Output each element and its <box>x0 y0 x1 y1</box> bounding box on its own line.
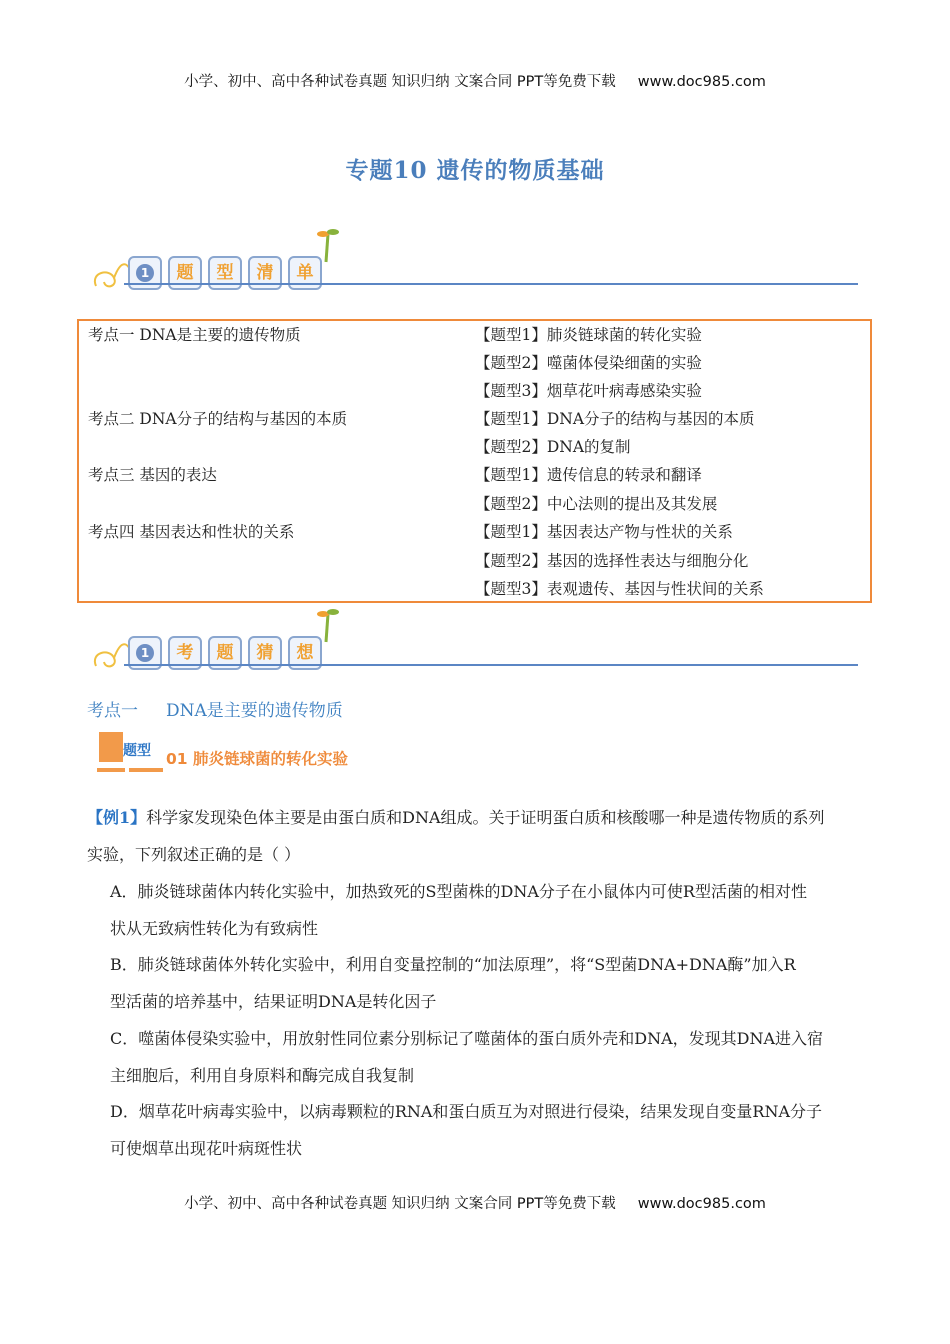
option-c-line2: 主细胞后，利用自身原料和酶完成自我复制 <box>110 1066 415 1085</box>
example-stem-line1: 【例1】科学家发现染色体主要是由蛋白质和DNA组成。关于证明蛋白质和核酸哪一种是遗传物质的系列 <box>87 808 825 827</box>
section-heading <box>87 696 343 721</box>
page-header <box>0 70 950 91</box>
question-type-icon <box>97 732 165 774</box>
option-d-line1: D．烟草花叶病毒实验中，以病毒颗粒的RNA和蛋白质互为对照进行侵染，结果发现自变量RNA分子 <box>110 1102 823 1121</box>
footer-text: 小学、初中、高中各种试卷真题 知识归纳 文案合同 PPT等免费下载 <box>184 1196 616 1212</box>
toc-point: 考点三 基因的表达 <box>88 466 217 484</box>
question-type-number: 01 <box>166 750 188 768</box>
toc-point: 考点一 DNA是主要的遗传物质 <box>88 326 301 344</box>
toc-type: 【题型2】基因的选择性表达与细胞分化 <box>475 552 749 570</box>
option-d-line2: 可使烟草出现花叶病斑性状 <box>110 1139 303 1158</box>
toc-type: 【题型1】基因表达产物与性状的关系 <box>475 523 733 541</box>
banner-char-badge: 型 <box>208 256 242 290</box>
option-c-line1: C．噬菌体侵染实验中，用放射性同位素分别标记了噬菌体的蛋白质外壳和DNA，发现其DNA进入宿 <box>110 1029 824 1048</box>
section-banner-predictions <box>88 602 858 682</box>
page-title: 专题10 遗传的物质基础 <box>345 157 605 184</box>
banner-number-badge: 1 <box>128 256 162 290</box>
example-tag: 【例1】 <box>87 808 147 827</box>
option-a-line2: 状从无致病性转化为有致病性 <box>110 919 319 938</box>
banner-char-badge: 考 <box>168 636 202 670</box>
section-label: 考点一 <box>87 701 138 721</box>
toc-type: 【题型2】DNA的复制 <box>475 438 631 456</box>
option-b-line1: B．肺炎链球菌体外转化实验中，利用自变量控制的“加法原理”，将“S型菌DNA+DNA酶”加入R <box>110 955 796 974</box>
banner-char-badge: 题 <box>208 636 242 670</box>
header-url[interactable]: www.doc985.com <box>637 74 766 90</box>
banner-char-badge: 清 <box>248 256 282 290</box>
toc-type: 【题型2】中心法则的提出及其发展 <box>475 495 718 513</box>
toc-type: 【题型1】肺炎链球菌的转化实验 <box>475 326 702 344</box>
banner-number-badge: 1 <box>128 636 162 670</box>
page-footer <box>0 1192 950 1213</box>
option-a-line1: A．肺炎链球菌体内转化实验中，加热致死的S型菌株的DNA分子在小鼠体内可使R型活菌的相对性 <box>110 882 807 901</box>
topic-overview-box <box>77 319 872 603</box>
toc-point: 考点二 DNA分子的结构与基因的本质 <box>88 410 348 428</box>
example-stem-line2: 实验，下列叙述正确的是（ ） <box>87 845 301 864</box>
toc-type: 【题型3】表观遗传、基因与性状间的关系 <box>475 580 764 598</box>
banner-divider <box>124 283 858 285</box>
sprout-icon <box>314 604 342 644</box>
banner-char-badge: 想 <box>288 636 322 670</box>
question-type-icon-text: 题型 <box>123 743 151 759</box>
option-b-line2: 型活菌的培养基中，结果证明DNA是转化因子 <box>110 992 437 1011</box>
toc-type: 【题型2】噬菌体侵染细菌的实验 <box>475 354 702 372</box>
question-type-title <box>166 747 348 769</box>
toc-type: 【题型3】烟草花叶病毒感染实验 <box>475 382 702 400</box>
banner-char-badge: 单 <box>288 256 322 290</box>
banner-divider <box>124 664 858 666</box>
banner-char-badge: 题 <box>168 256 202 290</box>
banner-char-badge: 猜 <box>248 636 282 670</box>
footer-url[interactable]: www.doc985.com <box>637 1196 766 1212</box>
question-type-name: 肺炎链球菌的转化实验 <box>192 750 348 768</box>
toc-type: 【题型1】DNA分子的结构与基因的本质 <box>475 410 755 428</box>
toc-type: 【题型1】遗传信息的转录和翻译 <box>475 466 702 484</box>
section-title: DNA是主要的遗传物质 <box>166 701 343 721</box>
header-text: 小学、初中、高中各种试卷真题 知识归纳 文案合同 PPT等免费下载 <box>184 74 616 90</box>
sprout-icon <box>314 224 342 264</box>
section-banner-question-types <box>88 222 858 302</box>
toc-point: 考点四 基因表达和性状的关系 <box>88 523 295 541</box>
